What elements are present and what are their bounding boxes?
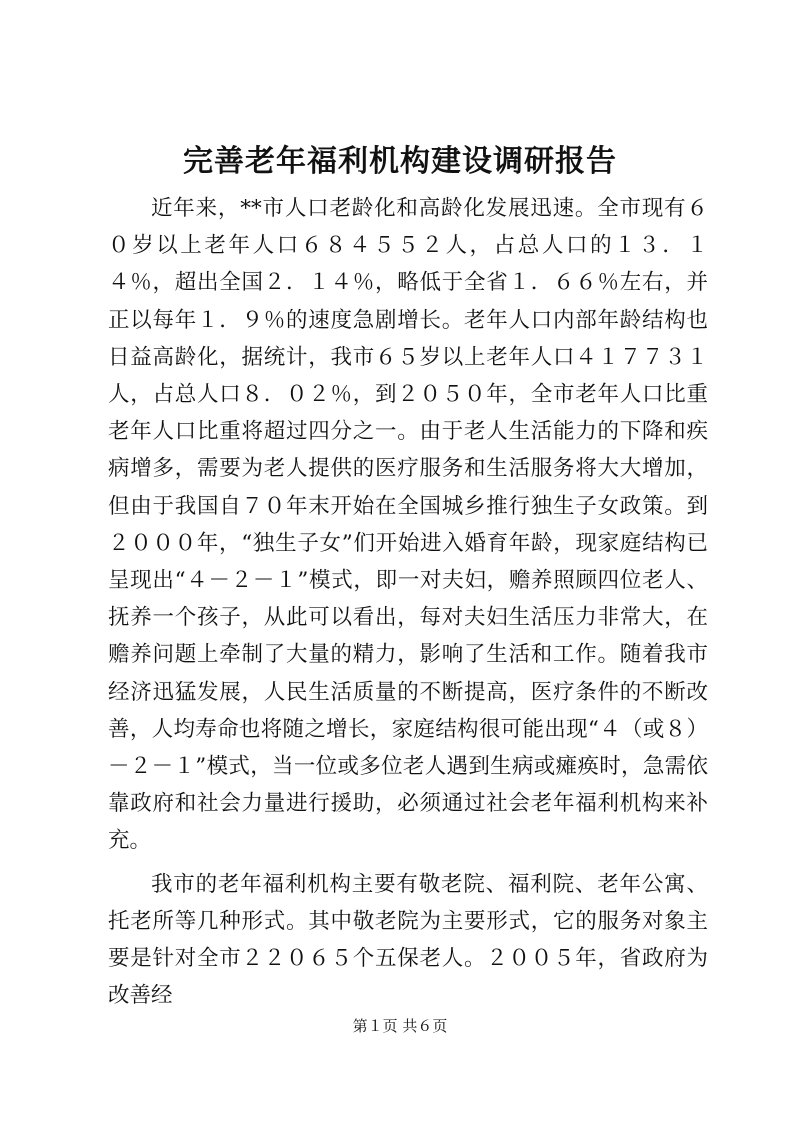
document-title: 完善老年福利机构建设调研报告	[183, 144, 617, 179]
document-body	[108, 190, 708, 1014]
page-number-footer: 第１页 共６页	[352, 1017, 448, 1035]
paragraph: 近年来，**市人口老龄化和高龄化发展迅速。全市现有６０岁以上老年人口６８４５５２人，占总人口的１３．１４％，超出全国２．１４％，略低于全省１．６６％左右，并正以每年１．９％的速度急剧增长。老年人口内部年龄结构也日益高龄化，据统计，我市６５岁以上老年人口４１７７３１人，占总人口８．０２％，到２０５０年，全市老年人口比重老年人口比重将超过四分之一。由于老人生活能力的下降和疾病增多，需要为老人提供的医疗服务和生活服务将大大增加，但由于我国自７０年末开始在全国城乡推行独生子女政策。到２０００年，“独生子女”们开始进入婚育年龄，现家庭结构已呈现出“４－２－１”模式，即一对夫妇，赡养照顾四位老人、抚养一个孩子，从此可以看出，每对夫妇生活压力非常大，在赡养问题上牵制了大量的精力，影响了生活和工作。随着我市经济迅猛发展，人民生活质量的不断提高，医疗条件的不断改善，人均寿命也将随之增长，家庭结构很可能出现“４（或８）－２－１”模式，当一位或多位老人遇到生病或瘫痪时，急需依靠政府和社会力量进行援助，必须通过社会老年福利机构来补充。	[108, 196, 708, 854]
paragraph: 我市的老年福利机构主要有敬老院、福利院、老年公寓、托老所等几种形式。其中敬老院为主要形式，它的服务对象主要是针对全市２２０６５个五保老人。２００５年，省政府为改善经	[108, 871, 708, 1009]
